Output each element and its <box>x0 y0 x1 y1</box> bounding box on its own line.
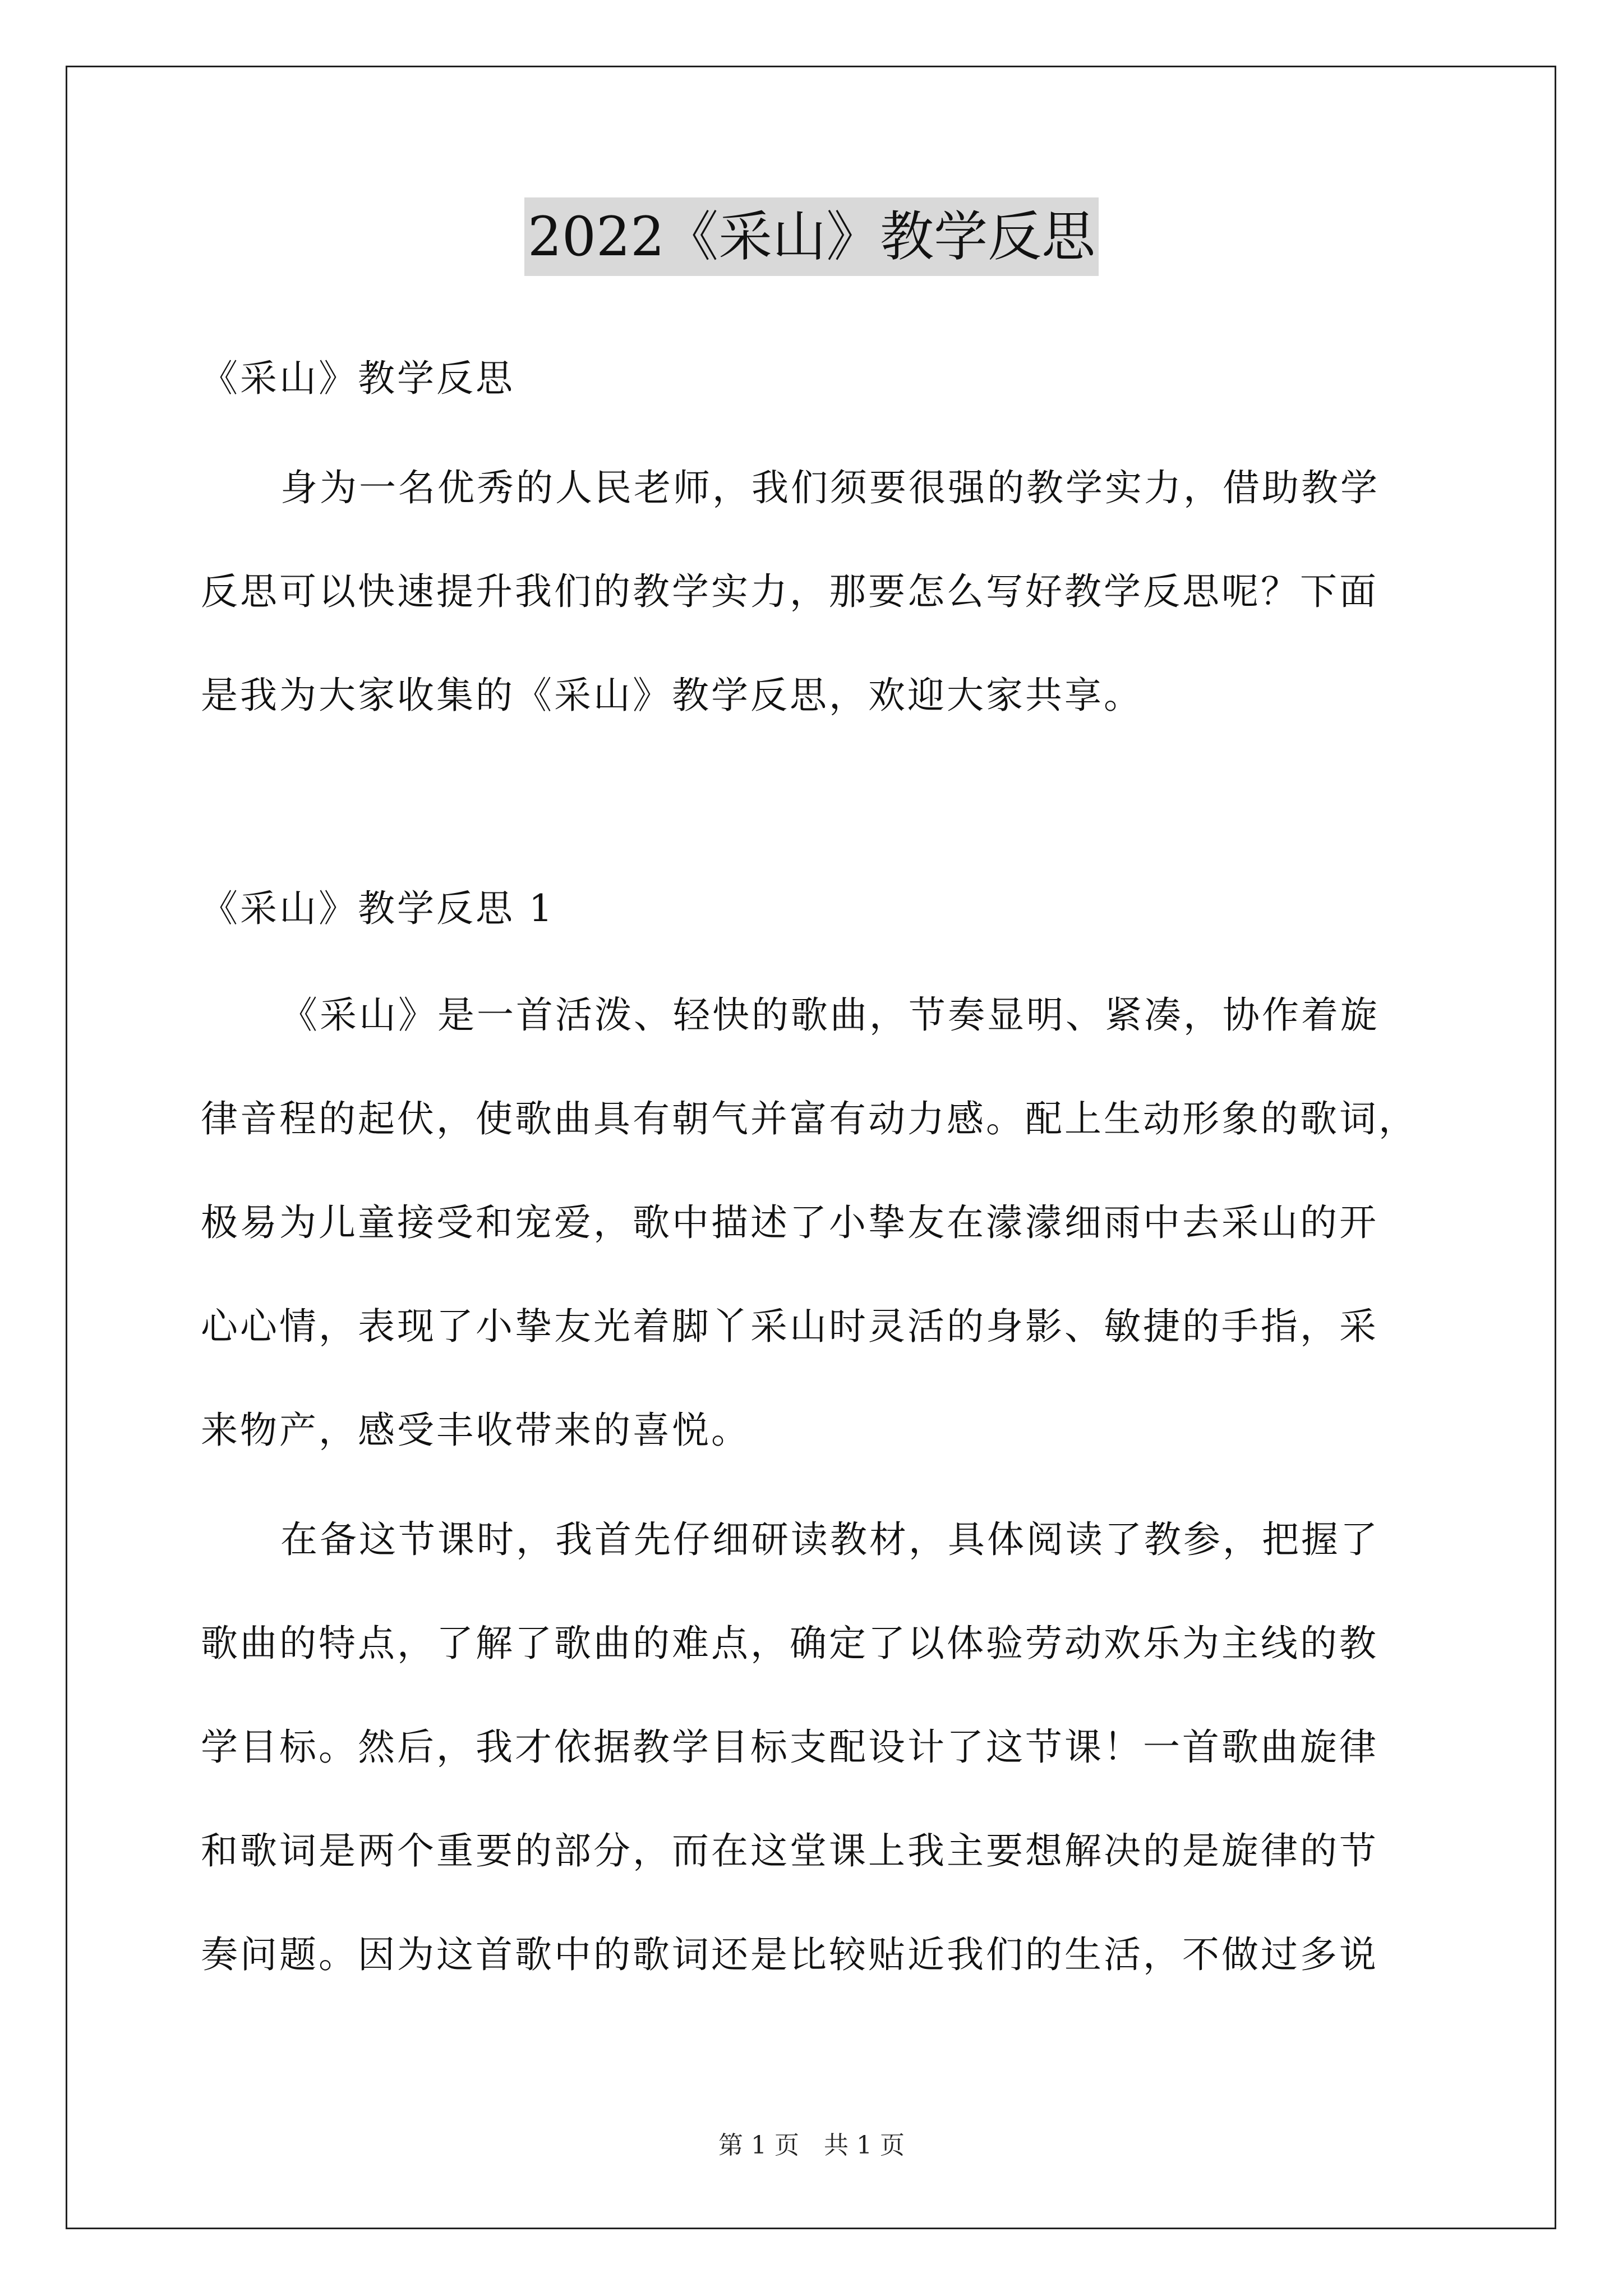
paragraph2-line-4: 和歌词是两个重要的部分，而在这堂课上我主要想解决的是旋律的节 <box>201 1829 1378 1872</box>
page-footer: 第 1 页 共 1 页 <box>718 2131 905 2160</box>
paragraph1-line-1: 《采山》是一首活泼、轻快的歌曲，节奏显明、紧凑，协作着旋 <box>280 993 1380 1037</box>
paragraph2-line-1: 在备这节课时，我首先仔细研读教材，具体阅读了教参，把握了 <box>280 1518 1380 1561</box>
document-title: 2022《采山》教学反思 <box>524 197 1099 276</box>
intro-line-1: 身为一名优秀的人民老师，我们须要很强的教学实力，借助教学 <box>280 466 1380 509</box>
section-heading-1: 《采山》教学反思 1 <box>201 887 555 930</box>
intro-line-3: 是我为大家收集的《采山》教学反思，欢迎大家共享。 <box>201 674 1143 717</box>
intro-line-2: 反思可以快速提升我们的教学实力，那要怎么写好教学反思呢？下面 <box>201 570 1378 613</box>
paragraph1-line-3: 极易为儿童接受和宠爱，歌中描述了小挚友在濛濛细雨中去采山的开 <box>201 1201 1378 1244</box>
paragraph2-line-5: 奏问题。因为这首歌中的歌词还是比较贴近我们的生活，不做过多说 <box>201 1933 1378 1976</box>
title-container <box>0 197 1623 276</box>
paragraph1-line-4: 心心情，表现了小挚友光着脚丫采山时灵活的身影、敏捷的手指，采 <box>201 1305 1378 1348</box>
paragraph1-line-5: 来物产，感受丰收带来的喜悦。 <box>201 1409 750 1452</box>
subtitle: 《采山》教学反思 <box>201 357 515 400</box>
paragraph2-line-2: 歌曲的特点，了解了歌曲的难点，确定了以体验劳动欢乐为主线的教 <box>201 1622 1378 1665</box>
paragraph1-line-2: 律音程的起伏，使歌曲具有朝气并富有动力感。配上生动形象的歌词， <box>201 1097 1418 1140</box>
paragraph2-line-3: 学目标。然后，我才依据教学目标支配设计了这节课！一首歌曲旋律 <box>201 1726 1378 1769</box>
